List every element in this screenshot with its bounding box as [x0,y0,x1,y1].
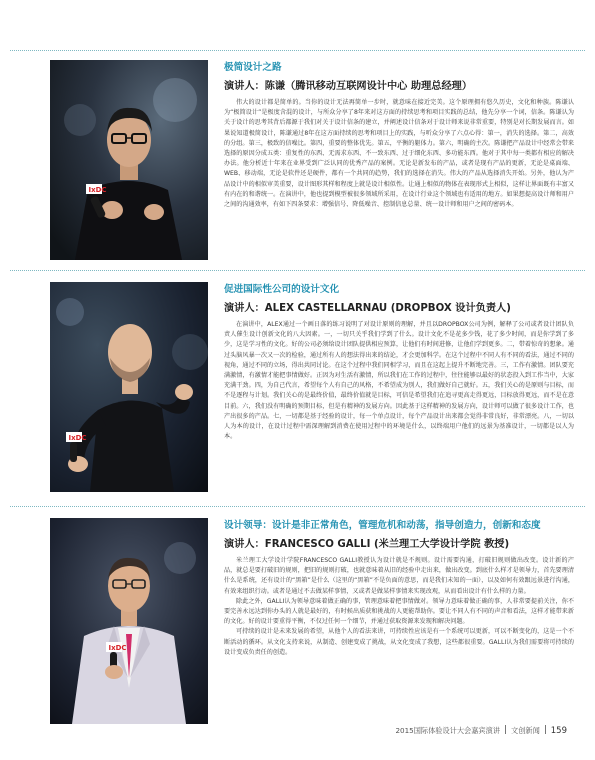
section-divider [10,506,585,507]
page-footer [395,725,567,736]
speaker-photo-chen-qian [50,60,208,260]
section-body [224,320,574,442]
section-title: 设计领导：设计是非正常角色，管理危机和动荡，指导创造力，创新和态度 [224,520,541,531]
section-divider [10,270,585,271]
speaker-photo-alex-castellarnau [50,282,208,492]
footer-column: 文创新闻 [511,726,540,735]
body-paragraph: 米兰理工大学设计学院FRANCESCO GALLI教授认为设计就是不规则。设计需要沟通，打破旧规则做出改变。设计新的产品，就总是要打破旧的规则，把旧的规则打破，也就意味着从旧的经验中走出来，做出改变。到底什么样才是领导力，首先要理清什么是系统，还有设计的“黑箱”是什么（这里的“黑箱”不是负面的意思，而是我们未知的一面），以及如何有效跟远景进行沟通，有效来组织行动。或者是通过不去做某样事情，又或者是做某样事情来实现改观，从而看出设计有什么样的力量。 [224,557,574,595]
body-paragraph: 可持续的设计是未来发展的希望，从他个人的看法来讲，可持续性应该是有一个系统可以更新，可以不断变化的，这是一个不断活动的循环。从文化支持来说，从制造、创建变成了挑战，从文化变成了我想，这些都很重要。GALLI认为我们需要将可持续的设计变成负责任的创造。 [224,628,574,656]
page-number: 159 [550,726,567,736]
section-chen-qian [224,62,574,210]
body-paragraph: 在演讲中，ALEX通过一个画日落的练习说明了对设计原则的理解，并且以DROPBOX公司为例，解释了公司或者设计团队负责人催生设计创新文化的八大因素。一，一切只关乎我们学到了什么。设计文化不是花多少钱，花了多少时间，而是你学到了多少，这是学习性的文化。好的公司必须给设计团队提供相应预算，让他们有时间进修，让他们学到更多。二，带着惊奇的想象。通过头脑风暴一次又一次的检验，通过所有人的想法得出来的结论，才会更加科学。在这个过程中不同人有不同的看法，通过不同的视角，通过不同的立场，得出共同讨论。在这个过程中我们同相学习，而且在这起上提升不断地完善。三，工作有激情。团队要充满激情，有激情才能把事情做好。正因为对生活有激情，所以我们在工作的过程中，往往能够以最好的状态投入到工作当中，大家充满干劲。四，为自己代言，希望每个人有自己的风格，不希望成为别人，我们做好自己就好。五，我们关心的是原则与目标，而不是逐程与计划。我们关心的是最终价值，最终价值就是目标，可信是希望我们在追寻更高走得更远，目标放得更远，而不是在意目前。六，我们没有明确的预期目标，但是有精神的发展方向。因此基于这样精神的发展方向，设计师可以做了很多设计工作，也产出很多的产品。七，一切都是基于经验的设计，每一个单点设计，每个产品设计出来都会觉得非常良好，非常漂亮。八，一切以人为本的设计，在设计过程中需深理解到消费在使用过程中的环境是什么，以终端用户他们的远景为基准设计，一切都是以人为本。 [224,321,574,441]
speaker-line: 演讲人：ALEX CASTELLARNAU (DROPBOX 设计负责人) [224,303,511,314]
speaker-photo-image [50,518,208,724]
body-paragraph: 除此之外，GALLI认为领导意味着做正确的事，管理意味着把事情做对。领导力意味着做正确的事，人非常要提前关注，你不要完善永远达到你办头的人就是最好的，有时候出质获和挑战的人更能帮助你。要让不同人有不同的声音和看法，这样才能带来新的文化。好的设计要重得平衡，不仅过任何一个细节，并通过获取资源来发现和解决问题。 [224,597,574,626]
section-divider [10,50,585,51]
section-title: 促进国际性公司的设计文化 [224,284,340,295]
speaker-photo-image [50,60,208,260]
speaker-photo-image [50,282,208,492]
mic-badge: IxDC [88,186,107,194]
mic-badge: IxDC [68,434,87,442]
section-alex-castellarnau [224,284,574,442]
section-francesco-galli [224,520,574,658]
section-title: 极简设计之路 [224,62,282,73]
mic-badge: IxDC [108,644,127,652]
speaker-line: 演讲人：FRANCESCO GALLI (米兰理工大学设计学院 教授) [224,539,510,550]
footer-event: 2015国际体验设计大会嘉宾演讲 [395,726,500,735]
section-body [224,98,574,210]
section-body [224,556,574,658]
speaker-photo-francesco-galli [50,518,208,724]
body-paragraph: 伟大的设计都是简单的。当你的设计无法再简单一步时，就意味在接近完美。这个原理拥有悠久历史，文化和种族。陈谦认为“极简设计”是极度含混的设计，与所众分享了8年来对这方面的持续思考和项目实践的总结，他先分享一个词，信条。陈谦认为关于设计的思考其背后都源于我们对关于设计信条的建立，并阐述设计信条对于设计师来说非常重要，特别是对长期发展而言。如果说知道极简设计，陈谦通过8年在这方面持续的思考和项目上的实践，与听众分享了六点心得：第一，消失的选择。第二，高效的分组。第三，极致的信噪比。第四，重要的整体优先。第五，平衡的躯体力。第六，明确的主次。陈谦把产品设计中经常会带来选择的原因分成五类：重复性的东西、无需求东西、不一致东西、过于细化东西、多功能东西。他对于其中每一类都有相应的解决办法。他分析近十年来在业界受到广泛认同的优秀产品的案例。无论是新发布的产品，或者是现有产品的更新，无论是桌面端、WEB、移动端，无论是软件还是硬件，都有一个共同的趋势，我们的选择在消失。伟大的产品从选择消失开始。另外，他认为产品设计中的相似审美重要，设计图形其样和程度上就是设计相似性。让通上相似的物体在表现形式上相似，这样让界面既有丰富又有内在的和谐统一。在演讲中，他也提到模型被很多领域所采用，在设计行业这个领域也有适用的地方。如果想提高设计师和用户之间的沟通效率，有如下四条要求：增强信号、降低噪音、控制信息总量、统一设计师和用户之间的密码本。 [224,99,574,209]
footer-separator [505,725,506,734]
footer-separator [545,725,546,734]
speaker-line: 演讲人：陈谦（腾讯移动互联网设计中心 助理总经理） [224,81,473,92]
